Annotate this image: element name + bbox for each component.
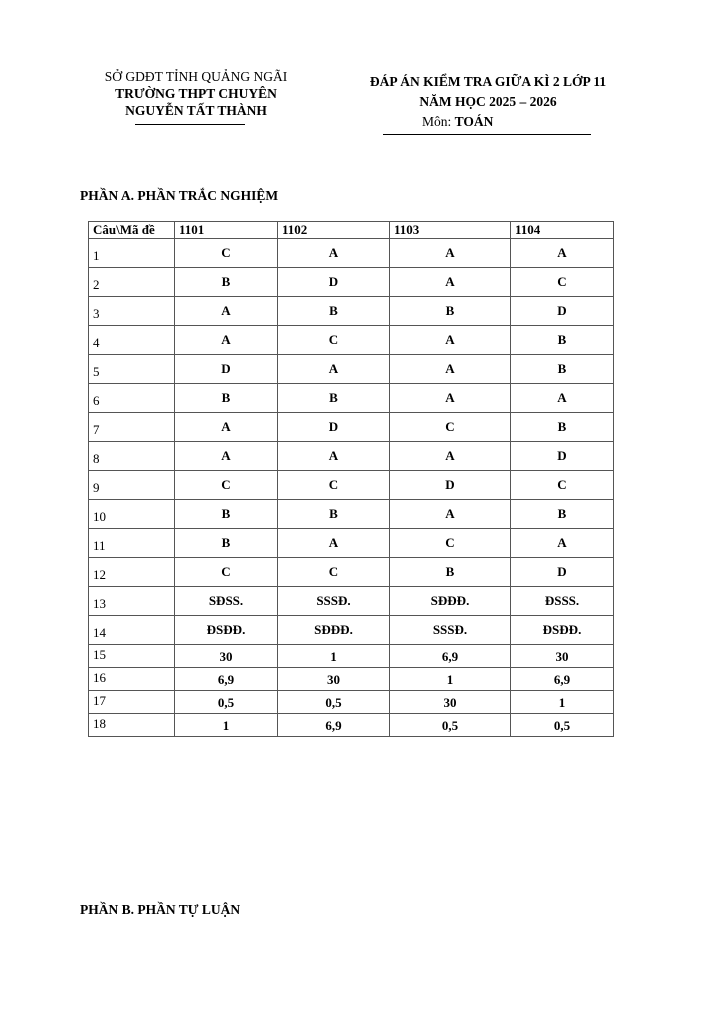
answer-cell: C bbox=[175, 558, 278, 587]
answer-cell: SSSĐ. bbox=[390, 616, 511, 645]
answer-cell: A bbox=[511, 239, 614, 268]
table-row bbox=[89, 587, 614, 616]
answer-cell: A bbox=[278, 529, 390, 558]
answer-cell: A bbox=[175, 413, 278, 442]
table-row bbox=[89, 500, 614, 529]
answer-cell: ĐSSS. bbox=[511, 587, 614, 616]
question-number: 8 bbox=[89, 442, 175, 471]
table-row bbox=[89, 691, 614, 714]
table-row bbox=[89, 616, 614, 645]
table-row bbox=[89, 645, 614, 668]
header-code-1101: 1101 bbox=[175, 222, 278, 239]
answer-cell: D bbox=[511, 442, 614, 471]
answer-cell: 6,9 bbox=[278, 714, 390, 737]
table-header-row bbox=[89, 222, 614, 239]
header-code-1102: 1102 bbox=[278, 222, 390, 239]
department-name: SỞ GDĐT TỈNH QUẢNG NGÃI bbox=[104, 69, 288, 84]
table-row bbox=[89, 297, 614, 326]
answer-cell: B bbox=[175, 384, 278, 413]
school-header bbox=[82, 68, 310, 119]
answer-cell: B bbox=[278, 384, 390, 413]
answer-cell: 30 bbox=[511, 645, 614, 668]
table-row bbox=[89, 355, 614, 384]
table-row bbox=[89, 668, 614, 691]
header-left-divider bbox=[135, 124, 245, 125]
answer-cell: D bbox=[511, 297, 614, 326]
school-name-line2: NGUYỄN TẤT THÀNH bbox=[125, 103, 267, 118]
answer-cell: 0,5 bbox=[511, 714, 614, 737]
answer-key-table bbox=[88, 221, 614, 737]
answer-cell: D bbox=[278, 413, 390, 442]
question-number: 2 bbox=[89, 268, 175, 297]
answer-cell: C bbox=[175, 239, 278, 268]
table-row bbox=[89, 239, 614, 268]
answer-cell: SĐĐĐ. bbox=[278, 616, 390, 645]
header-code-1103: 1103 bbox=[390, 222, 511, 239]
header-right-divider bbox=[383, 134, 591, 135]
answer-cell: 6,9 bbox=[390, 645, 511, 668]
answer-cell: B bbox=[511, 355, 614, 384]
answer-cell: A bbox=[175, 297, 278, 326]
table-row bbox=[89, 529, 614, 558]
question-number: 15 bbox=[89, 645, 175, 668]
answer-cell: A bbox=[390, 326, 511, 355]
answer-cell: D bbox=[175, 355, 278, 384]
section-a-title: PHẦN A. PHẦN TRẮC NGHIỆM bbox=[80, 188, 279, 203]
question-number: 12 bbox=[89, 558, 175, 587]
answer-cell: 30 bbox=[390, 691, 511, 714]
answer-cell: 6,9 bbox=[511, 668, 614, 691]
answer-cell: B bbox=[175, 529, 278, 558]
answer-cell: A bbox=[390, 268, 511, 297]
question-number: 16 bbox=[89, 668, 175, 691]
answer-cell: 0,5 bbox=[278, 691, 390, 714]
question-number: 6 bbox=[89, 384, 175, 413]
answer-cell: A bbox=[390, 442, 511, 471]
answer-cell: 1 bbox=[175, 714, 278, 737]
answer-cell: A bbox=[175, 442, 278, 471]
answer-cell: ĐSĐĐ. bbox=[511, 616, 614, 645]
answer-cell: B bbox=[278, 297, 390, 326]
answer-cell: B bbox=[175, 268, 278, 297]
question-number: 18 bbox=[89, 714, 175, 737]
question-number: 10 bbox=[89, 500, 175, 529]
question-number: 9 bbox=[89, 471, 175, 500]
question-number: 4 bbox=[89, 326, 175, 355]
header-question: Câu\Mã đề bbox=[89, 222, 175, 239]
answer-cell: B bbox=[390, 297, 511, 326]
answer-cell: A bbox=[278, 442, 390, 471]
subject-label: Môn: bbox=[422, 114, 452, 129]
answer-cell: C bbox=[278, 471, 390, 500]
subject-line bbox=[422, 114, 493, 130]
answer-cell: 30 bbox=[175, 645, 278, 668]
table-row bbox=[89, 471, 614, 500]
answer-cell: 1 bbox=[278, 645, 390, 668]
answer-cell: C bbox=[175, 471, 278, 500]
answer-cell: A bbox=[278, 355, 390, 384]
table-row bbox=[89, 326, 614, 355]
question-number: 1 bbox=[89, 239, 175, 268]
answer-cell: 0,5 bbox=[390, 714, 511, 737]
school-name-line1: TRƯỜNG THPT CHUYÊN bbox=[115, 86, 277, 101]
answer-cell: A bbox=[511, 384, 614, 413]
answer-cell: A bbox=[390, 239, 511, 268]
answer-table-body bbox=[89, 239, 614, 737]
exam-title: ĐÁP ÁN KIỂM TRA GIỮA KÌ 2 LỚP 11 bbox=[369, 74, 607, 89]
answer-cell: C bbox=[278, 558, 390, 587]
table-row bbox=[89, 413, 614, 442]
question-number: 13 bbox=[89, 587, 175, 616]
table-row bbox=[89, 442, 614, 471]
answer-cell: C bbox=[511, 471, 614, 500]
answer-cell: 30 bbox=[278, 668, 390, 691]
table-row bbox=[89, 714, 614, 737]
question-number: 11 bbox=[89, 529, 175, 558]
subject-value: TOÁN bbox=[454, 114, 494, 129]
answer-cell: B bbox=[175, 500, 278, 529]
question-number: 7 bbox=[89, 413, 175, 442]
header-code-1104: 1104 bbox=[511, 222, 614, 239]
exam-header bbox=[352, 72, 624, 112]
answer-cell: D bbox=[390, 471, 511, 500]
answer-cell: A bbox=[175, 326, 278, 355]
answer-cell: A bbox=[511, 529, 614, 558]
answer-cell: C bbox=[278, 326, 390, 355]
answer-cell: C bbox=[511, 268, 614, 297]
table-row bbox=[89, 384, 614, 413]
answer-cell: D bbox=[278, 268, 390, 297]
answer-cell: B bbox=[511, 413, 614, 442]
question-number: 3 bbox=[89, 297, 175, 326]
answer-cell: B bbox=[390, 558, 511, 587]
answer-cell: SĐĐĐ. bbox=[390, 587, 511, 616]
answer-cell: B bbox=[511, 326, 614, 355]
question-number: 14 bbox=[89, 616, 175, 645]
answer-cell: A bbox=[390, 355, 511, 384]
school-year: NĂM HỌC 2025 – 2026 bbox=[419, 94, 557, 109]
answer-cell: 1 bbox=[511, 691, 614, 714]
question-number: 17 bbox=[89, 691, 175, 714]
table-row bbox=[89, 558, 614, 587]
answer-cell: 6,9 bbox=[175, 668, 278, 691]
answer-cell: ĐSĐĐ. bbox=[175, 616, 278, 645]
answer-cell: C bbox=[390, 529, 511, 558]
answer-cell: SSSĐ. bbox=[278, 587, 390, 616]
question-number: 5 bbox=[89, 355, 175, 384]
table-row bbox=[89, 268, 614, 297]
answer-cell: SĐSS. bbox=[175, 587, 278, 616]
answer-cell: 1 bbox=[390, 668, 511, 691]
answer-cell: B bbox=[278, 500, 390, 529]
answer-cell: A bbox=[278, 239, 390, 268]
section-b-title: PHẦN B. PHẦN TỰ LUẬN bbox=[80, 902, 241, 917]
answer-cell: D bbox=[511, 558, 614, 587]
answer-cell: B bbox=[511, 500, 614, 529]
answer-cell: A bbox=[390, 500, 511, 529]
answer-cell: A bbox=[390, 384, 511, 413]
answer-cell: 0,5 bbox=[175, 691, 278, 714]
answer-cell: C bbox=[390, 413, 511, 442]
